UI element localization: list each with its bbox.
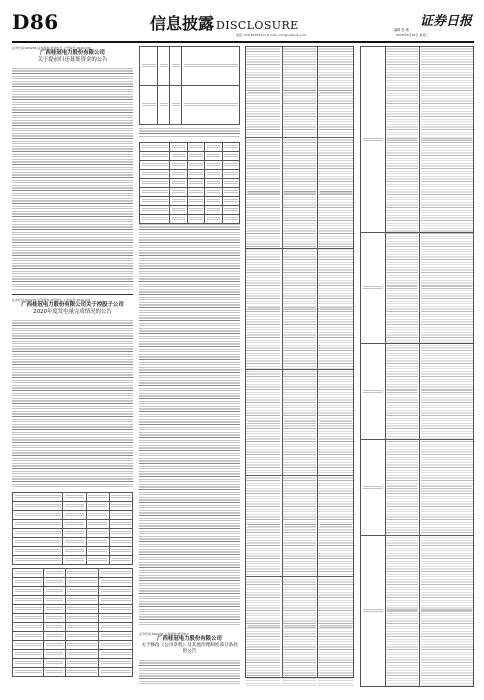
notice-2-code: 证券代码:600236 证券简称:桂冠电力 公告编号:2020-031 (12, 298, 91, 302)
notice-1-title: 关于提前归还募集资金的公告 (37, 57, 108, 63)
column-2 (139, 46, 240, 688)
contact-line: 电话: 010-63070111 E-mail: info@cnstock.com (236, 33, 306, 37)
notice-2-header (12, 298, 133, 316)
issue-date: 2020年8月26日 星期三 (396, 33, 429, 37)
notice-1-body (12, 68, 133, 290)
column-3-cell-text-a (246, 46, 280, 686)
separator (12, 294, 133, 295)
notice-3-header (139, 632, 240, 655)
column-4 (360, 46, 474, 688)
column-2-mid-table (139, 142, 240, 224)
page-number: D86 (12, 10, 59, 34)
notice-3-title: 关于修改《公司章程》及其他治理制度部分条款的公告 (141, 643, 238, 654)
column-2-text-1 (139, 128, 240, 138)
notice-1-header (12, 46, 133, 64)
column-1 (12, 46, 133, 688)
notice-1-code: 证券代码:600236 证券简称:桂冠电力 公告编号:2020-030 (12, 46, 91, 50)
editor-line: 编辑 张 墨 (394, 28, 409, 32)
notice-3-company: 广西桂冠电力股份有限公司 (157, 636, 222, 642)
column-3 (245, 46, 354, 688)
masthead (0, 0, 484, 42)
notice-1-company: 广西桂冠电力股份有限公司 (40, 50, 105, 56)
column-2-top-table (139, 46, 240, 125)
column-2-body (139, 224, 240, 626)
column-3-cell-text-b (282, 46, 316, 686)
column-3-cell-text-c (318, 46, 353, 686)
notice-3-code: 证券代码:600236 证券简称:桂冠电力 (139, 632, 190, 636)
notice-2-table (12, 492, 133, 565)
section-title (150, 11, 299, 34)
section-title-cn: 信息披露 (150, 14, 215, 33)
column-4-cell-text-a (386, 46, 418, 686)
notice-2-body (12, 320, 133, 488)
masthead-rule (12, 41, 474, 43)
column-4-cell-text-b (421, 46, 473, 686)
section-title-en: DISCLOSURE (216, 19, 299, 32)
notice-2-title: 2020年度发电量完成情况的公告 (33, 309, 112, 315)
notice-2-company: 广西桂冠电力股份有限公司关于控股子公司 (21, 302, 124, 308)
notice-2-table-2 (12, 568, 133, 677)
notice-3-body (139, 660, 240, 686)
newspaper-logo: 证券日报 (420, 14, 473, 29)
